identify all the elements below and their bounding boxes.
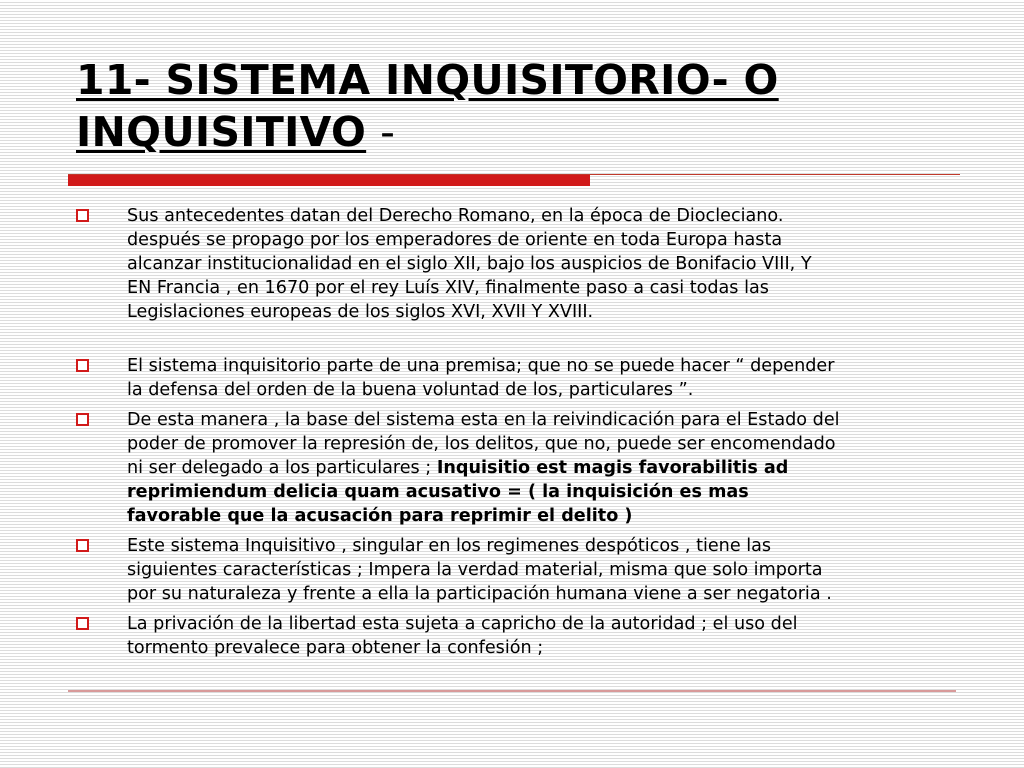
slide-title-text: 11- SISTEMA INQUISITORIO- O INQUISITIVO	[76, 56, 779, 156]
bullet-text: El sistema inquisitorio parte de una premisa; que no se puede hacer “ depender la defensa del orden de la buena voluntad de los, particulares ”.	[127, 356, 835, 400]
bullet-item-base-del-sistema	[76, 408, 956, 528]
bullet-text: Sus antecedentes datan del Derecho Romano, en la época de Diocleciano. después se propago por los emperadores de oriente en toda Europa hasta alcanzar institucionalidad en el siglo XII, bajo los auspicios de Bonifacio VIII, Y EN Francia , en 1670 por el rey Luís XIV, finalmente paso a casi todas las Legislaciones europeas de los siglos XVI, XVII Y XVIII.	[127, 206, 812, 322]
bullet-item-caracteristicas	[76, 534, 956, 606]
slide-title	[76, 54, 976, 158]
bullet-text-with-latin	[127, 408, 956, 528]
bullet-text-latin-maxim: Inquisitio est magis favorabilitis ad reprimiendum delicia quam acusativo = ( la inquisición es mas favorable que la acusación para reprimir el delito )	[127, 458, 789, 526]
hollow-square-bullet-icon	[76, 539, 89, 552]
title-divider-thick	[68, 175, 590, 186]
hollow-square-bullet-icon	[76, 209, 89, 222]
hollow-square-bullet-icon	[76, 359, 89, 372]
hollow-square-bullet-icon	[76, 617, 89, 630]
bullet-text: La privación de la libertad esta sujeta a capricho de la autoridad ; el uso del tormento prevalece para obtener la confesión ;	[127, 614, 798, 658]
hollow-square-bullet-icon	[76, 413, 89, 426]
bullet-item-privacion-libertad	[76, 612, 956, 660]
bullet-text-plain: De esta manera , la base del sistema esta en la reivindicación para el Estado del poder de promover la represión de, los delitos, que no, puede ser encomendado ni ser delegado a los particulares ;	[127, 410, 840, 478]
bullet-list	[76, 204, 956, 666]
bullet-item-antecedentes	[76, 204, 956, 324]
bullet-text: Este sistema Inquisitivo , singular en los regimenes despóticos , tiene las siguientes características ; Impera la verdad material, misma que solo importa por su naturaleza y frente a ella la participación humana viene a ser negatoria .	[127, 536, 832, 604]
slide-title-dash: -	[380, 108, 396, 156]
footer-divider	[68, 690, 956, 692]
bullet-item-premisa	[76, 354, 956, 402]
